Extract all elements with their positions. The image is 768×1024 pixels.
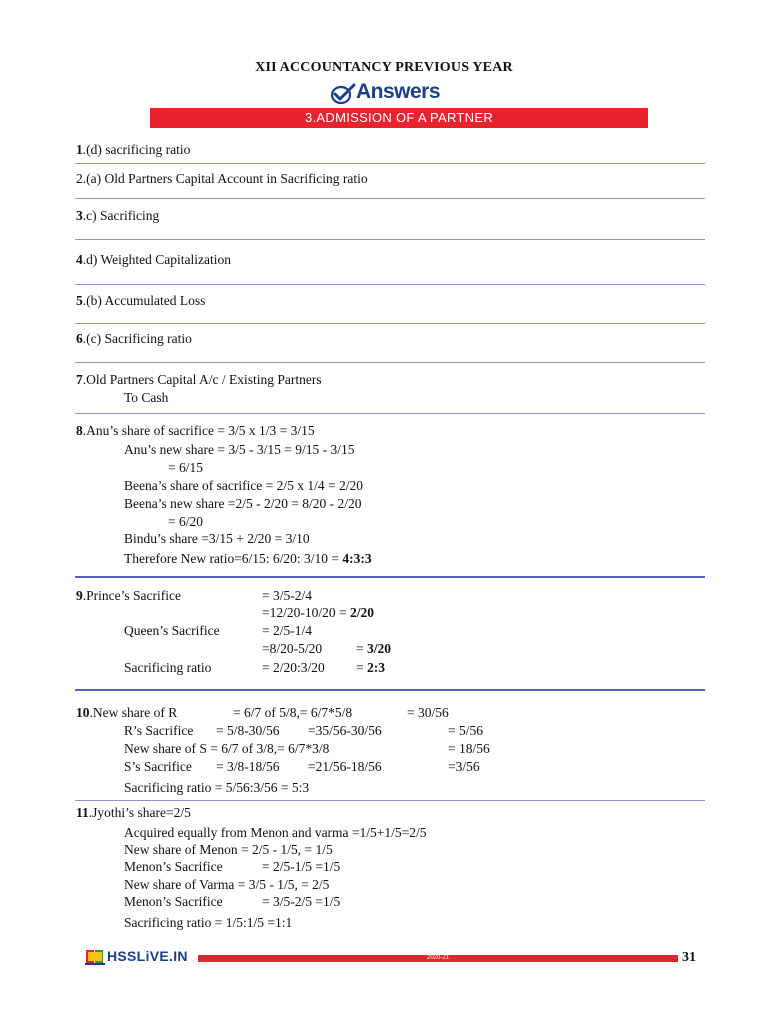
answer-10-cell: = 18/56 <box>448 741 490 756</box>
answer-10-cell: = 30/56 <box>407 705 449 720</box>
answer-11 <box>76 804 191 821</box>
divider <box>75 239 705 240</box>
answer-8-line: Anu’s new share = 3/5 - 3/15 = 9/15 - 3/15 <box>124 442 355 457</box>
answer-10-cell: =35/56-30/56 <box>308 723 382 738</box>
answer-5 <box>76 292 205 309</box>
answer-10-cell: = 5/56 <box>448 723 483 738</box>
cell-value: 3/20 <box>367 641 392 656</box>
answer-8 <box>76 422 315 439</box>
answer-text: .(b) Accumulated Loss <box>82 293 206 308</box>
answer-text: .Jyothi’s share=2/5 <box>88 805 191 820</box>
answer-8-line: = 6/20 <box>168 514 203 529</box>
answer-11-line: Acquired equally from Menon and varma =1/5+1/5=2/5 <box>124 825 427 840</box>
cell-text: = <box>356 641 367 656</box>
answer-7 <box>76 371 322 388</box>
answer-9-cell: Sacrificing ratio <box>124 660 212 675</box>
answer-8-line: Beena’s share of sacrifice = 2/5 x 1/4 = 2/20 <box>124 478 364 493</box>
answer-text: .Prince’s Sacrifice <box>82 588 181 603</box>
checkmark-icon <box>330 83 356 105</box>
answer-text: .c) Sacrificing <box>82 208 160 223</box>
answer-8-line: Bindu’s share =3/15 + 2/20 = 3/10 <box>124 531 310 546</box>
divider <box>75 198 705 199</box>
answer-7-line2: To Cash <box>124 390 169 405</box>
answer-11-line: New share of Menon = 2/5 - 1/5, = 1/5 <box>124 842 333 857</box>
answer-number: 6 <box>76 331 83 346</box>
answer-10 <box>76 704 177 721</box>
answer-11-cell: Menon’s Sacrifice <box>124 894 223 909</box>
answer-10-cell: =21/56-18/56 <box>308 759 382 774</box>
answer-text: .d) Weighted Capitalization <box>82 252 231 267</box>
answer-10-cell: = 3/8-18/56 <box>216 759 280 774</box>
divider <box>75 284 705 285</box>
answer-number: 2 <box>76 171 83 186</box>
cell-value: 2:3 <box>367 660 385 675</box>
divider <box>75 413 705 414</box>
page-number: 31 <box>682 950 696 965</box>
answer-8-line: Beena’s new share =2/5 - 2/20 = 8/20 - 2/20 <box>124 496 362 511</box>
answer-9-cell <box>356 659 385 676</box>
page-header-title: XII ACCOUNTANCY PREVIOUS YEAR <box>255 60 513 75</box>
answer-11-result: Sacrificing ratio = 1/5:1/5 =1:1 <box>124 915 293 930</box>
answers-logo <box>330 80 450 106</box>
result-text: Therefore New ratio=6/15: 6/20: 3/10 = <box>124 551 343 566</box>
answer-number: 5 <box>76 293 83 308</box>
answer-10-cell: S’s Sacrifice <box>124 759 192 774</box>
answer-6 <box>76 330 192 347</box>
answer-text: .(d) sacrificing ratio <box>82 142 191 157</box>
answer-number: 8 <box>76 423 83 438</box>
cell-value: 2/20 <box>349 605 374 620</box>
result-value: 4:3:3 <box>342 551 372 566</box>
answer-11-line: New share of Varma = 3/5 - 1/5, = 2/5 <box>124 877 330 892</box>
answer-number: 9 <box>76 588 83 603</box>
answer-3 <box>76 207 159 224</box>
answer-10-cell: =3/56 <box>448 759 480 774</box>
answer-9-cell: Queen’s Sacrifice <box>124 623 220 638</box>
answer-number: 11 <box>76 805 89 820</box>
answer-10-result: Sacrificing ratio = 5/56:3/56 = 5:3 <box>124 780 310 795</box>
answer-9-cell: = 3/5-2/4 <box>262 588 312 603</box>
hsslive-logo <box>85 947 195 969</box>
footer-year: 2020-21 <box>426 955 450 961</box>
chapter-banner: 3.ADMISSION OF A PARTNER <box>150 108 648 128</box>
answer-number: 1 <box>76 142 83 157</box>
answer-11-cell: = 2/5-1/5 =1/5 <box>262 859 341 874</box>
answer-10-cell: = 6/7 of 5/8,= 6/7*5/8 <box>233 705 353 720</box>
divider <box>75 689 705 691</box>
answer-9-cell: = 2/20:3/20 <box>262 660 325 675</box>
divider <box>75 163 705 164</box>
answer-11-cell: = 3/5-2/5 =1/5 <box>262 894 341 909</box>
answer-number: 3 <box>76 208 83 223</box>
divider <box>75 800 705 801</box>
answer-9-cell: =8/20-5/20 <box>262 641 323 656</box>
answer-number: 7 <box>76 372 83 387</box>
hsslive-logo-text: HSSLiVE.IN <box>107 948 188 964</box>
answer-1 <box>76 141 190 158</box>
book-icon <box>85 948 105 966</box>
answer-9-cell <box>262 604 374 621</box>
answer-text: .New share of R <box>89 705 178 720</box>
divider <box>75 362 705 363</box>
answer-text: .(c) Sacrificing ratio <box>82 331 192 346</box>
answer-9-cell <box>356 640 391 657</box>
answers-logo-text: Answers <box>356 80 441 103</box>
answer-text: .Old Partners Capital A/c / Existing Partners <box>82 372 322 387</box>
answer-number: 4 <box>76 252 83 267</box>
answer-text: .(a) Old Partners Capital Account in Sacrificing ratio <box>82 171 368 186</box>
answer-8-result <box>124 550 372 567</box>
answer-2 <box>76 170 368 187</box>
answer-11-cell: Menon’s Sacrifice <box>124 859 223 874</box>
answer-9-cell: = 2/5-1/4 <box>262 623 312 638</box>
divider <box>75 323 705 324</box>
cell-text: =12/20-10/20 = <box>262 605 350 620</box>
divider <box>75 576 705 578</box>
answer-10-cell: R’s Sacrifice <box>124 723 194 738</box>
answer-8-line: = 6/15 <box>168 460 203 475</box>
answer-9 <box>76 587 181 604</box>
cell-text: = <box>356 660 367 675</box>
answer-number: 10 <box>76 705 90 720</box>
answer-4 <box>76 251 231 268</box>
answer-10-cell: = 5/8-30/56 <box>216 723 280 738</box>
answer-text: .Anu’s share of sacrifice = 3/5 x 1/3 = 3/15 <box>82 423 315 438</box>
answer-10-cell: New share of S = 6/7 of 3/8,= 6/7*3/8 <box>124 741 330 756</box>
